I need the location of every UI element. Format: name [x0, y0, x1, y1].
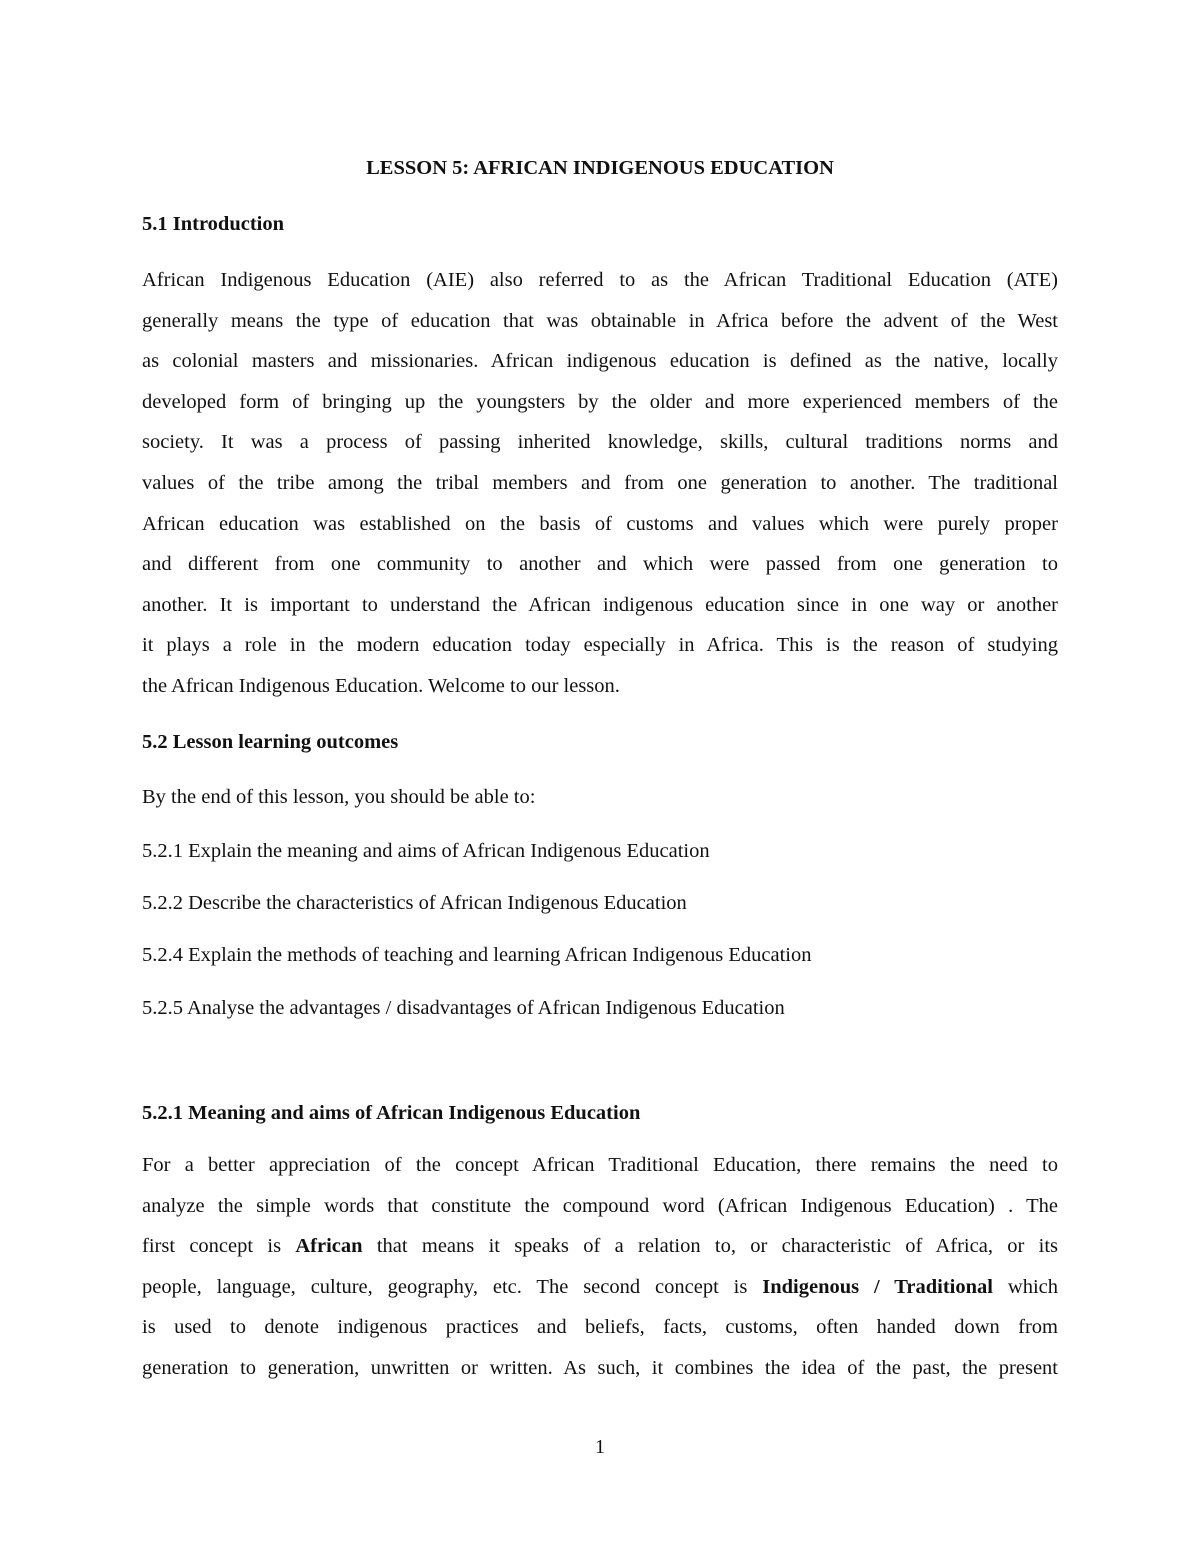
section-heading — [142, 1099, 1058, 1127]
page-number: 1 — [595, 1436, 605, 1458]
page-title: LESSON 5: AFRICAN INDIGENOUS EDUCATION — [366, 157, 834, 179]
text: African Indigenous Education (AIE) also referred to as the African Traditional Education (ATE) — [142, 269, 1058, 291]
text: values of the tribe among the tribal members and from one generation to another. The traditional — [142, 472, 1058, 494]
text: as colonial masters and missionaries. African indigenous education is defined as the native, locally — [142, 350, 1058, 373]
text: 5.2.1 Explain the meaning and aims of African Indigenous Education — [142, 840, 710, 862]
paragraph-line — [142, 469, 1058, 497]
text: which — [992, 1275, 1058, 1298]
paragraph-line — [142, 672, 1058, 700]
text: generally means the type of education that was obtainable in Africa before the advent of the West — [142, 309, 1058, 332]
text: it plays a role in the modern education today especially in Africa. This is the reason of studying — [142, 634, 1058, 657]
text: the African Indigenous Education. Welcome to our lesson. — [142, 675, 620, 697]
bold-text: Indigenous / Traditional — [762, 1275, 993, 1298]
text: generation to generation, unwritten or written. As such, it combines the idea of the past, the present — [142, 1357, 1058, 1379]
text-line — [142, 783, 1058, 811]
paragraph-line — [142, 1151, 1058, 1179]
paragraph-line — [142, 550, 1058, 578]
text: African education was established on the basis of customs and values which were purely proper — [142, 512, 1058, 535]
paragraph-line — [142, 388, 1058, 416]
bold-text: 5.2.1 Meaning and aims of African Indigenous Education — [142, 1102, 641, 1124]
paragraph-line — [142, 266, 1058, 294]
section-heading — [142, 728, 1058, 756]
paragraph-line — [142, 1313, 1058, 1341]
text: that means it speaks of a relation to, or characteristic of Africa, or its — [362, 1235, 1058, 1258]
section-heading — [142, 210, 1058, 238]
text-line — [142, 837, 1058, 865]
text-line — [142, 994, 1058, 1022]
bold-text: 5.2 Lesson learning outcomes — [142, 731, 399, 753]
text: people, language, culture, geography, etc. The second concept is — [142, 1275, 763, 1298]
text: developed form of bringing up the youngsters by the older and more experienced members of the — [142, 390, 1058, 413]
paragraph-line — [142, 591, 1058, 619]
paragraph-line — [142, 1232, 1058, 1260]
paragraph-line — [142, 307, 1058, 335]
text: 5.2.2 Describe the characteristics of African Indigenous Education — [142, 892, 687, 914]
text: and different from one community to another and which were passed from one generation to — [142, 553, 1058, 576]
bold-text: African — [295, 1235, 363, 1258]
paragraph-line — [142, 347, 1058, 375]
paragraph-line — [142, 510, 1058, 538]
text: analyze the simple words that constitute the compound word (African Indigenous Education) . The — [142, 1194, 1058, 1217]
text: By the end of this lesson, you should be able to: — [142, 786, 536, 808]
paragraph-line — [142, 631, 1058, 659]
text: For a better appreciation of the concept African Traditional Education, there remains the need to — [142, 1154, 1058, 1176]
text: society. It was a process of passing inherited knowledge, skills, cultural traditions norms and — [142, 431, 1058, 454]
bold-text: 5.1 Introduction — [142, 213, 285, 235]
text: first concept is — [142, 1235, 296, 1258]
paragraph-line — [142, 1192, 1058, 1220]
paragraph-line — [142, 1273, 1058, 1301]
text: is used to denote indigenous practices and beliefs, facts, customs, often handed down from — [142, 1316, 1058, 1339]
text: 5.2.5 Analyse the advantages / disadvantages of African Indigenous Education — [142, 997, 785, 1019]
text-line — [142, 941, 1058, 969]
paragraph-line — [142, 428, 1058, 456]
paragraph-line — [142, 1354, 1058, 1382]
text-line — [142, 889, 1058, 917]
text: 5.2.4 Explain the methods of teaching and learning African Indigenous Education — [142, 944, 812, 966]
text: another. It is important to understand the African indigenous education since in one way or another — [142, 593, 1058, 616]
